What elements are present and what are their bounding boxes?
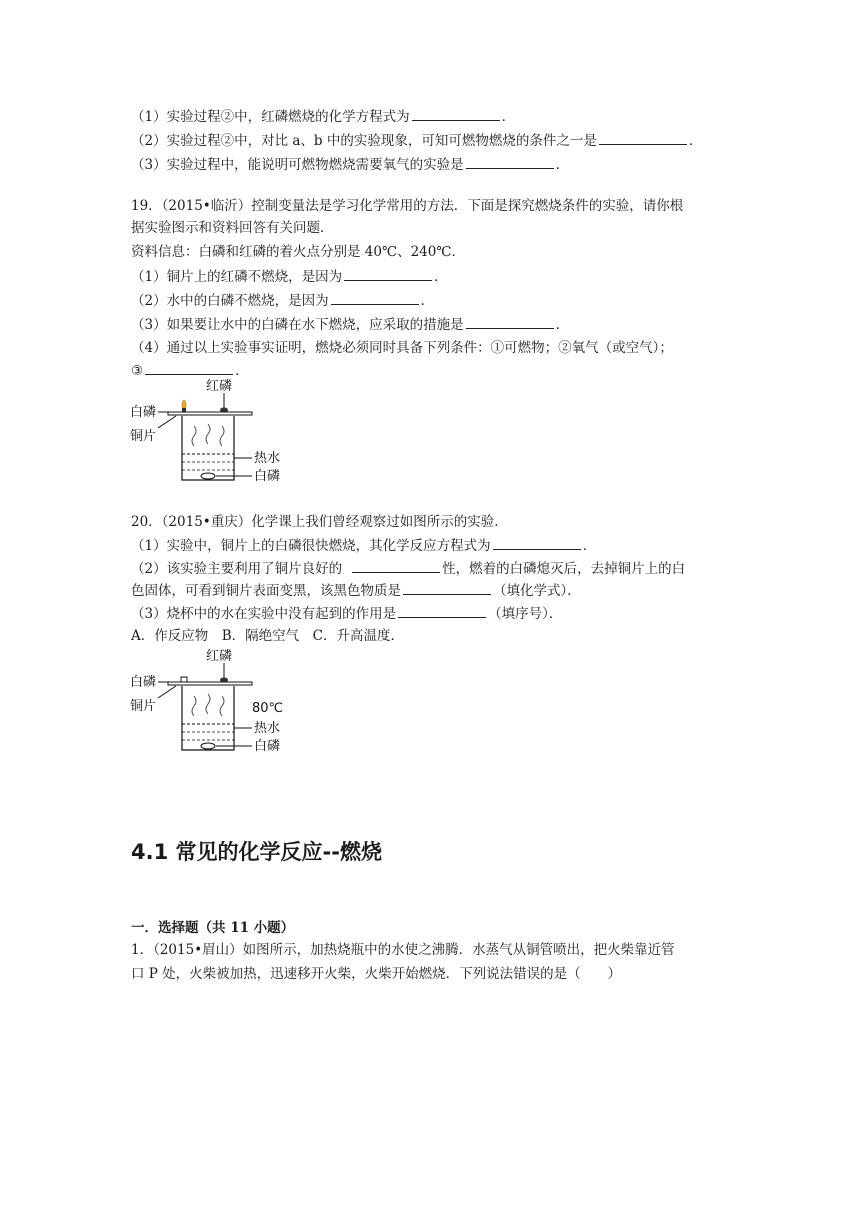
- copper-plate-icon: [168, 412, 252, 415]
- label-white-phosphorus-bottom: 白磷: [254, 469, 281, 484]
- q20-stem: 20．（2015•重庆）化学课上我们曾经观察过如图所示的实验．: [131, 514, 508, 530]
- chapter-title: 4.1 常见的化学反应--燃烧: [131, 840, 382, 864]
- section-heading: 一．选择题（共 11 小题）: [131, 920, 295, 936]
- q19-sub4-cont: ③ ．: [131, 360, 249, 381]
- white-phosphorus-icon: [201, 743, 215, 749]
- q20-sub3: （3）烧杯中的水在实验中没有起到的作用是 （填序号）．: [131, 603, 562, 624]
- label-copper-plate: 铜片: [130, 429, 157, 444]
- beaker-icon: [182, 686, 234, 750]
- q20-experiment-figure: [128, 646, 288, 758]
- beaker-combustion-diagram: [128, 646, 288, 758]
- answer-blank[interactable]: [398, 603, 486, 618]
- q20-sub2: （2）该实验主要利用了铜片良好的 性，燃着的白磷熄灭后，去掉铜片上的白: [131, 558, 685, 579]
- answer-blank[interactable]: [352, 558, 440, 573]
- answer-blank[interactable]: [403, 580, 491, 595]
- q19-experiment-figure: [128, 376, 288, 488]
- label-white-phosphorus-top: 白磷: [130, 405, 157, 420]
- beaker-combustion-diagram: [128, 376, 288, 488]
- label-white-phosphorus-top: 白磷: [130, 675, 157, 690]
- label-hot-water: 热水: [254, 451, 281, 466]
- label-hot-water: 热水: [254, 721, 281, 736]
- q19-sub2: （2）水中的白磷不燃烧，是因为 ．: [131, 290, 434, 311]
- label-copper-plate: 铜片: [130, 699, 157, 714]
- label-red-phosphorus: 红磷: [206, 649, 233, 664]
- q18-sub1: （1）实验过程②中，红磷燃烧的化学方程式为 ．: [131, 106, 515, 127]
- label-red-phosphorus: 红磷: [206, 379, 233, 394]
- answer-blank[interactable]: [145, 360, 233, 375]
- q19-info: 资料信息：白磷和红磷的着火点分别是 40℃、240℃．: [131, 244, 465, 260]
- label-temperature: 80℃: [252, 701, 284, 716]
- answer-blank[interactable]: [493, 535, 581, 550]
- q19-sub1: （1）铜片上的红磷不燃烧，是因为 ．: [131, 266, 448, 287]
- answer-blank[interactable]: [412, 106, 500, 121]
- white-phosphorus-piece-icon: [181, 677, 187, 682]
- q20-sub1: （1）实验中，铜片上的白磷很快燃烧，其化学反应方程式为 ．: [131, 535, 596, 556]
- answer-blank[interactable]: [344, 266, 432, 281]
- chapter-q1-line1: 1．（2015•眉山）如图所示，加热烧瓶中的水使之沸腾．水蒸气从铜管喷出，把火柴靠近管: [131, 942, 675, 958]
- chapter-q1-line2: 口 P 处，火柴被加热，迅速移开火柴，火柴开始燃烧．下列说法错误的是（ ）: [131, 966, 622, 982]
- q19-stem-line2: 据实验图示和资料回答有关问题．: [131, 220, 334, 236]
- white-phosphorus-icon: [201, 473, 215, 479]
- answer-blank[interactable]: [599, 130, 687, 145]
- q18-sub3: （3）实验过程中，能说明可燃物燃烧需要氧气的实验是 ．: [131, 154, 569, 175]
- label-white-phosphorus-bottom: 白磷: [254, 739, 281, 754]
- answer-blank[interactable]: [466, 314, 554, 329]
- answer-blank[interactable]: [331, 290, 419, 305]
- q20-sub2-cont: 色固体，可看到铜片表面变黑，该黑色物质是 （填化学式）．: [131, 580, 581, 601]
- answer-blank[interactable]: [466, 154, 554, 169]
- q20-options: A．作反应物 B．隔绝空气 C．升高温度．: [131, 628, 404, 644]
- q19-sub3: （3）如果要让水中的白磷在水下燃烧，应采取的措施是 ．: [131, 314, 569, 335]
- q19-sub4: （4）通过以上实验事实证明，燃烧必须同时具备下列条件：①可燃物；②氧气（或空气）；: [131, 340, 673, 356]
- q19-stem-line1: 19．（2015•临沂）控制变量法是学习化学常用的方法．下面是探究燃烧条件的实验，请你根: [131, 198, 684, 214]
- copper-plate-icon: [168, 682, 252, 685]
- q18-sub2: （2）实验过程②中，对比 a、b 中的实验现象，可知可燃物燃烧的条件之一是 ．: [131, 130, 702, 151]
